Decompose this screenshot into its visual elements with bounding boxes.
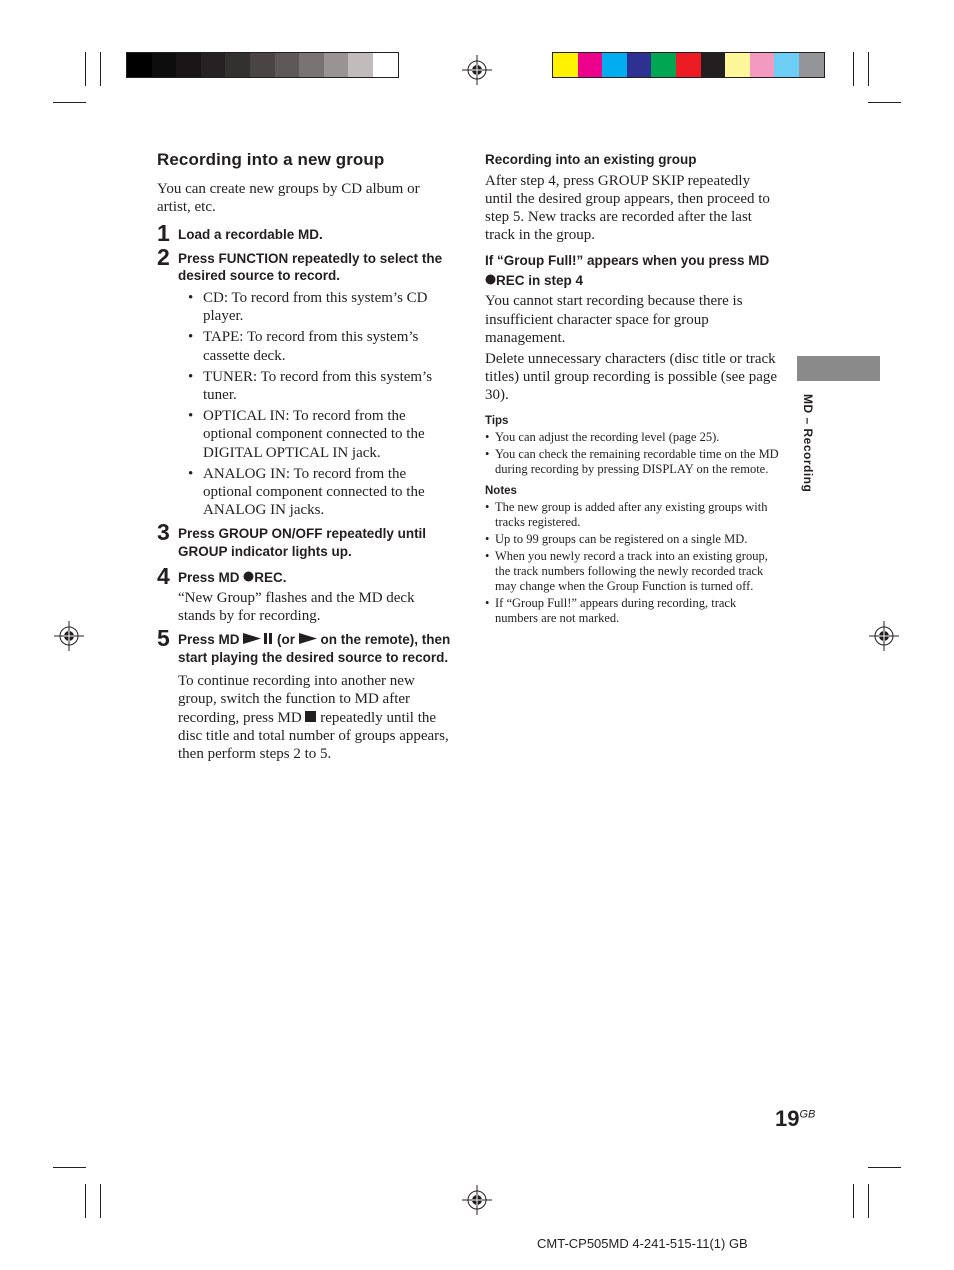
color-swatch [774,53,799,77]
section-side-label: MD – Recording [801,394,815,493]
list-item: • Up to 99 groups can be registered on a single MD. [485,532,781,547]
paragraph: Delete unnecessary characters (disc title or track titles) until group recording is possible (see page 30). [485,350,778,404]
record-dot-icon [485,274,496,285]
registration-mark-icon [462,1185,492,1215]
color-swatch [725,53,750,77]
crop-mark [85,52,86,86]
step-5 [157,625,455,763]
crop-mark [100,1184,101,1218]
tips-title: Tips [485,414,509,427]
crop-mark [868,1184,869,1218]
registration-mark-icon [869,621,899,651]
color-swatch [553,53,578,77]
crop-mark [868,1167,901,1168]
page-number-suffix: GB [799,1108,816,1121]
step-heading-text: Press MD [178,632,244,648]
section-title: Recording into a new group [157,150,385,169]
left-column [157,150,455,763]
crop-mark [853,1184,854,1218]
page-number [775,1106,815,1132]
step-body: “New Group” flashes and the MD deck stands by for recording. [178,589,415,625]
color-swatch [602,53,627,77]
step-number: 1 [157,220,170,247]
registration-mark-icon [54,621,84,651]
color-swatch [176,53,201,77]
step-heading-text: Press MD [178,570,244,586]
paragraph: After step 4, press GROUP SKIP repeatedly until the desired group appears, then proceed to step 5. New tracks are recorded after the last track in the group. [485,172,770,244]
grayscale-color-bar [126,52,399,78]
step-number: 2 [157,243,170,270]
color-swatch [373,53,398,77]
stop-icon [305,711,316,722]
section-tab-marker [797,356,880,381]
crop-mark [53,102,86,103]
list-item: • TAPE: To record from this system’s cassette deck. [188,328,455,364]
list-item: • ANALOG IN: To record from the optional component connected to the ANALOG IN jacks. [188,465,455,520]
step-body-text: repeatedly until the disc title and total number of groups appears, then perform steps 2 to 5. [178,709,449,763]
crop-mark [100,52,101,86]
list-item: • If “Group Full!” appears during recording, track numbers are not marked. [485,596,781,626]
process-color-bar [552,52,825,78]
color-swatch [127,53,152,77]
color-swatch [324,53,349,77]
list-item: • You can adjust the recording level (page 25). [485,430,781,445]
color-swatch [225,53,250,77]
step-heading: Press FUNCTION repeatedly to select the desired source to record. [178,250,443,284]
step-heading [178,631,455,666]
step-heading: Load a recordable MD. [178,227,323,243]
subsection-title-text: REC in step 4 [496,272,584,288]
crop-mark [85,1184,86,1218]
list-item: • TUNER: To record from this system’s tuner. [188,368,455,404]
step-4 [157,563,455,625]
color-swatch [201,53,226,77]
record-dot-icon [243,571,254,582]
color-swatch [348,53,373,77]
notes-title: Notes [485,484,517,497]
play-icon [299,633,317,644]
list-item: • You can check the remaining recordable time on the MD during recording by pressing DISPLAY on the remote. [485,447,781,477]
intro-text: You can create new groups by CD album or artist, etc. [157,181,420,216]
step-body [178,672,455,763]
crop-mark [53,1167,86,1168]
color-swatch [275,53,300,77]
list-item: • When you newly record a track into an existing group, the track numbers following the newly recorded track may change when the Group Function is turned off. [485,549,781,594]
color-swatch [676,53,701,77]
step-heading: Press GROUP ON/OFF repeatedly until GROUP indicator lights up. [178,526,427,559]
step-heading-text: (or [273,632,299,648]
color-swatch [627,53,652,77]
step-body-text: To continue recording into another new group, switch the function to MD after recording, press MD [178,673,415,726]
step-1 [157,220,455,247]
subsection-title: Recording into an existing group [485,152,697,167]
subsection-title-text: If “Group Full!” appears when you press MD [485,253,770,269]
list-item: • CD: To record from this system’s CD player. [188,289,455,325]
color-swatch [299,53,324,77]
subsection-title [485,251,781,290]
step-2 [157,243,455,519]
page-number-value: 19 [775,1106,800,1131]
list-item: • The new group is added after any existing groups with tracks registered. [485,500,781,530]
registration-mark-icon [462,55,492,85]
footer-model-code: CMT-CP505MD 4-241-515-11(1) GB [537,1236,748,1251]
color-swatch [651,53,676,77]
color-swatch [250,53,275,77]
step-number: 4 [157,563,170,590]
play-pause-icon [243,633,273,644]
crop-mark [868,102,901,103]
right-column [485,150,781,628]
list-item: • OPTICAL IN: To record from the optional component connected to the DIGITAL OPTICAL IN jack. [188,407,455,462]
color-swatch [750,53,775,77]
step-number: 5 [157,625,170,652]
source-list [188,289,455,519]
step-3 [157,519,455,560]
step-number: 3 [157,519,170,546]
paragraph: You cannot start recording because there is insufficient character space for group management. [485,293,743,346]
crop-mark [868,52,869,86]
color-swatch [578,53,603,77]
tips-list [485,430,781,477]
color-swatch [701,53,726,77]
color-swatch [799,53,824,77]
crop-mark [853,52,854,86]
notes-list [485,500,781,626]
step-heading-text: on the remote), then start playing the desired source to record. [178,632,451,665]
step-heading [178,569,455,587]
color-swatch [152,53,177,77]
step-heading-text: REC. [254,570,287,586]
